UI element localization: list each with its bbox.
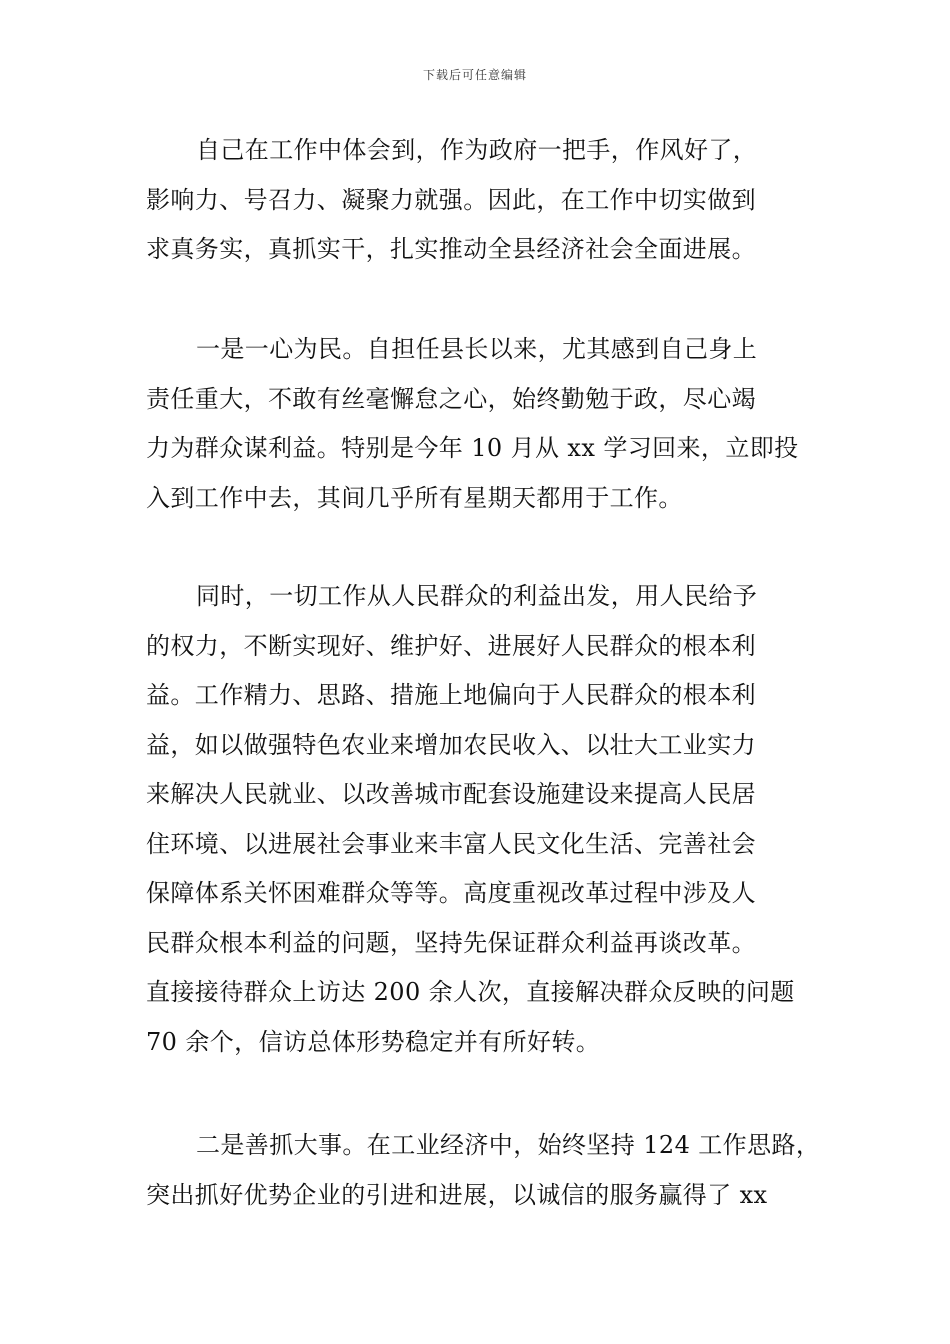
paragraph-line: 一是一心为民。自担任县长以来，尤其感到自己身上 [196, 335, 758, 363]
paragraph-line: 二是善抓大事。在工业经济中，始终坚持 124 工作思路， [196, 1131, 821, 1159]
paragraph-line: 自己在工作中体会到，作为政府一把手，作风好了， [196, 136, 758, 164]
paragraph-line: 入到工作中去，其间几乎所有星期天都用于工作。 [146, 483, 683, 512]
paragraph-line: 力为群众谋利益。特别是今年 10 月从 xx 学习回来，立即投 [146, 434, 799, 462]
paragraph-3 [146, 572, 826, 1067]
paragraph-line: 求真务实，真抓实干，扎实推动全县经济社会全面进展。 [146, 235, 756, 263]
paragraph-line: 的权力，不断实现好、维护好、进展好人民群众的根本利 [146, 631, 756, 660]
paragraph-line: 责任重大，不敢有丝毫懈怠之心，始终勤勉于政，尽心竭 [146, 384, 756, 413]
paragraph-line: 影响力、号召力、凝聚力就强。因此，在工作中切实做到 [146, 185, 756, 214]
paragraph-line: 保障体系关怀困难群众等等。高度重视改革过程中涉及人 [146, 879, 756, 907]
paragraph-line: 直接接待群众上访达 200 余人次，直接解决群众反映的问题 [146, 978, 795, 1006]
paragraph-4 [146, 1121, 826, 1220]
paragraph-line: 来解决人民就业、以改善城市配套设施建设来提高人民居 [146, 780, 756, 808]
paragraph-line: 住环境、以进展社会事业来丰富人民文化生活、完善社会 [146, 829, 756, 858]
paragraph-line: 民群众根本利益的问题，坚持先保证群众利益再谈改革。 [146, 928, 756, 957]
page-header: 下载后可任意编辑 [422, 68, 527, 82]
paragraph-1 [146, 126, 826, 275]
paragraph-line: 益，如以做强特色农业来增加农民收入、以壮大工业实力 [146, 730, 756, 759]
paragraph-line: 突出抓好优势企业的引进和进展，以诚信的服务赢得了 xx [146, 1180, 768, 1209]
paragraph-line: 70 余个，信访总体形势稳定并有所好转。 [146, 1027, 601, 1056]
paragraph-line: 益。工作精力、思路、措施上地偏向于人民群众的根本利 [146, 681, 756, 709]
paragraph-2 [146, 325, 826, 523]
paragraph-line: 同时，一切工作从人民群众的利益出发，用人民给予 [196, 582, 758, 610]
